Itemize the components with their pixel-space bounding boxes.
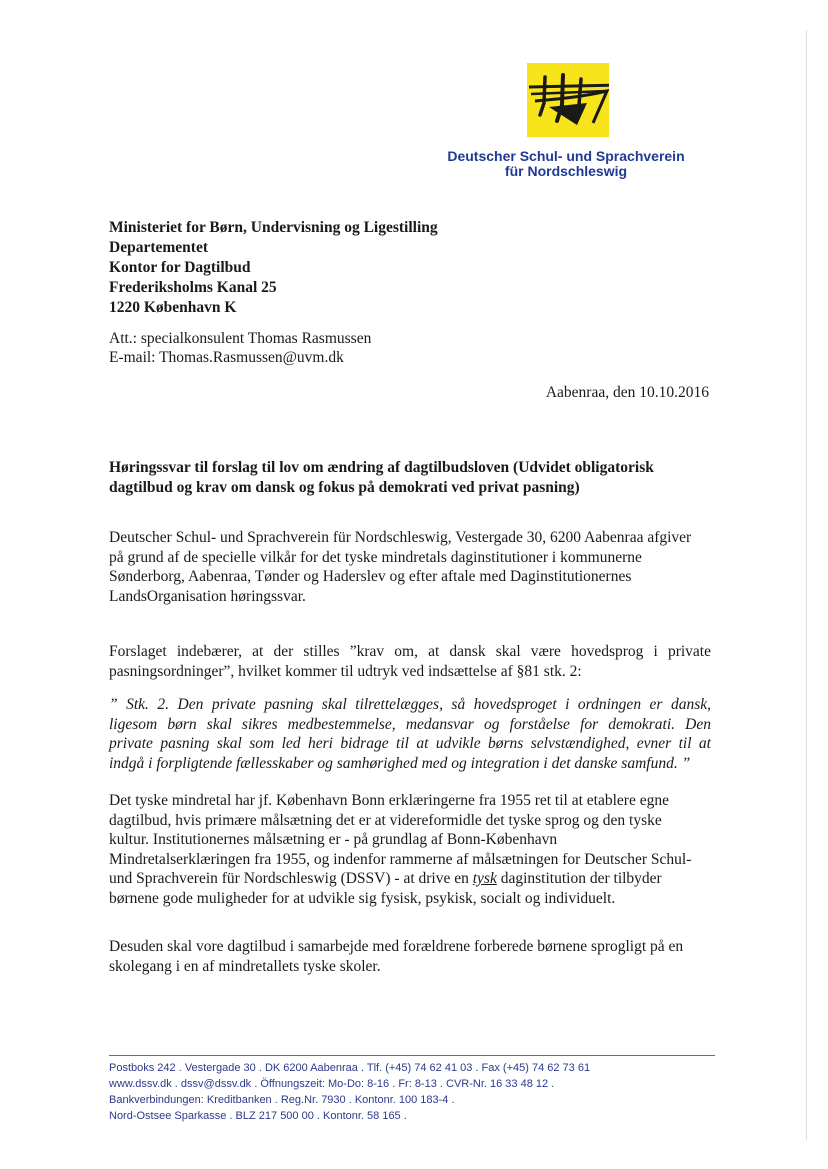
underlined-word: tysk [472, 870, 497, 887]
body-line: Deutscher Schul- und Sprachverein für Nordschleswig, Vestergade 30, 6200 Aabenraa afgiver [109, 529, 692, 546]
recipient-line: Kontor for Dagtilbud [109, 259, 251, 276]
body-line: dagtilbud, hvis primære målsætning det er at videreformidle det tyske sprog og den tyske [109, 811, 662, 829]
quote-line: ligesom børn skal sikres medbestemmelse, medansvar og forståelse for demokrati. Den [109, 715, 711, 733]
footer-line: Nord-Ostsee Sparkasse . BLZ 217 500 00 . Kontonr. 58 165 . [109, 1110, 407, 1122]
body-line [109, 869, 711, 889]
body-line: LandsOrganisation høringssvar. [109, 587, 306, 605]
dssv-logo [527, 63, 609, 137]
recipient-line: 1220 København K [109, 299, 237, 316]
body-paragraph-3 [109, 791, 711, 908]
body-text: daginstitution der tilbyder [500, 870, 662, 887]
body-line: skolegang i en af mindretallets tyske skoler. [109, 957, 381, 975]
attention-line: Att.: specialkonsulent Thomas Rasmussen [109, 330, 372, 347]
footer-line: Bankverbindungen: Kreditbanken . Reg.Nr. 7930 . Kontonr. 100 183-4 . [109, 1094, 455, 1106]
body-line: Det tyske mindretal har jf. København Bonn erklæringerne fra 1955 ret til at etablere egne [109, 792, 669, 809]
subject-line: dagtilbud og krav om dansk og fokus på demokrati ved privat pasning) [109, 479, 580, 496]
body-line: Sønderborg, Aabenraa, Tønder og Haderslev og efter aftale med Daginstitutionernes [109, 568, 632, 585]
footer-line: www.dssv.dk . dssv@dssv.dk . Öffnungszeit: Mo-Do: 8-16 . Fr: 8-13 . CVR-Nr. 16 33 48 12 . [109, 1078, 555, 1090]
organization-name [420, 149, 712, 179]
recipient-line: Departementet [109, 239, 208, 256]
body-text: und Sprachverein für Nordschleswig (DSSV) - at drive en [109, 870, 469, 887]
footer-line: Postboks 242 . Vestergade 30 . DK 6200 Aabenraa . Tlf. (+45) 74 62 41 03 . Fax (+45) 74 62 73 61 [109, 1062, 591, 1074]
body-line: på grund af de specielle vilkår for det tyske mindretals daginstitutioner i kommunerne [109, 548, 642, 566]
body-line: børnene gode muligheder for at udvikle sig fysisk, psykisk, socialt og individuelt. [109, 889, 616, 907]
law-quote [109, 695, 711, 773]
page-edge-line [806, 30, 807, 1140]
quote-line: private pasning skal som led heri bidrage til at udvikle børns selvstændighed, evner til at [109, 735, 711, 752]
body-line: Forslaget indebærer, at der stilles ”krav om, at dansk skal være hovedsprog i private [109, 643, 711, 660]
body-line: Mindretalserklæringen fra 1955, og indenfor rammerne af målsætningen for Deutscher Schul- [109, 850, 692, 868]
organization-name-line1: Deutscher Schul- und Sprachverein [447, 148, 685, 164]
recipient-address [109, 218, 438, 318]
attention-block [109, 329, 371, 367]
organization-name-line2: für Nordschleswig [504, 163, 628, 179]
letter-subject [109, 458, 714, 498]
email-line: E-mail: Thomas.Rasmussen@uvm.dk [109, 349, 344, 366]
recipient-line: Frederiksholms Kanal 25 [109, 279, 277, 296]
body-paragraph-1 [109, 528, 711, 606]
quote-line: indgå i forpligtende fællesskaber og samhørighed med og integration i det danske samfund. ” [109, 754, 691, 772]
body-line: Desuden skal vore dagtilbud i samarbejde med forældrene forberede børnene sprogligt på en [109, 938, 684, 955]
letterhead-footer [109, 1060, 715, 1124]
letter-date: Aabenraa, den 10.10.2016 [545, 384, 709, 401]
logo-emblem-icon [527, 63, 609, 137]
recipient-line: Ministeriet for Børn, Undervisning og Ligestilling [109, 219, 438, 236]
body-line: kultur. Institutionernes målsætning er - på grundlag af Bonn-København [109, 831, 558, 848]
body-paragraph-4 [109, 937, 711, 976]
body-line: pasningsordninger”, hvilket kommer til udtryk ved indsættelse af §81 stk. 2: [109, 662, 582, 680]
subject-line: Høringssvar til forslag til lov om ændring af dagtilbudsloven (Udvidet obligatorisk [109, 459, 654, 476]
quote-line: ” Stk. 2. Den private pasning skal tilrettelægges, så hovedsproget i ordningen er dansk, [109, 696, 711, 713]
footer-divider [109, 1055, 715, 1056]
body-paragraph-2 [109, 642, 711, 681]
